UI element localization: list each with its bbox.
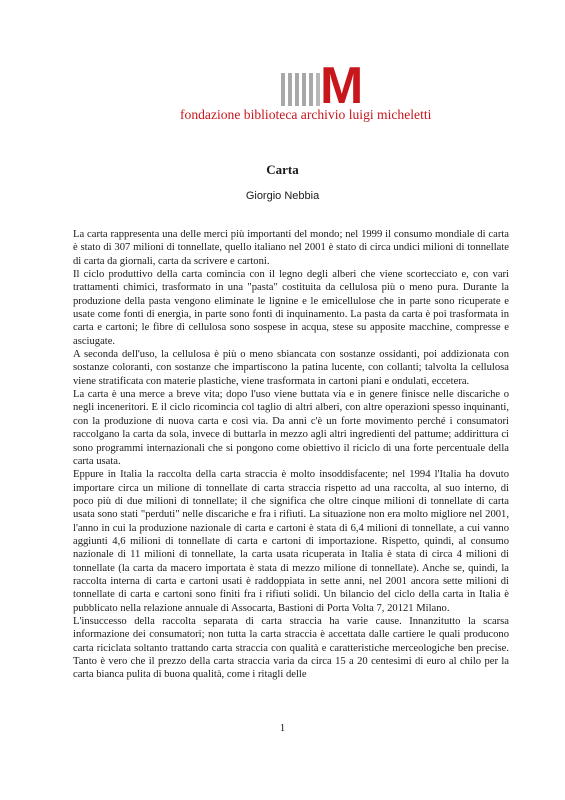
paragraph: La carta rappresenta una delle merci più importanti del mondo; nel 1999 il consumo mondiale di carta è stato di 307 milioni di tonnellate, quello italiano nel 2001 è stato di circa undici milioni di tonnellate di carta da giornali, carta da scrivere e cartoni.: [73, 229, 509, 267]
paragraph: La carta è una merce a breve vita; dopo l'uso viene buttata via e in genere finisce nelle discariche o negli inceneritori. E il ciclo ricomincia col taglio di altri alberi, con altre operazioni spesso inquinanti, con la produzione di nuova carta e così via. Da anni c'è un forte movimento perché i consumatori raccolgano la carta da sola, invece di buttarla in mezzo agli altri ingredienti del pattume; addirittura ci sono programmi internazionali che si pongono come obiettivo il riciclo di una forte percentuale della carta usata.: [73, 389, 509, 467]
paragraph: A seconda dell'uso, la cellulosa è più o meno sbiancata con sostanze ossidanti, poi addizionata con sostanze coloranti, con sostanze che impartiscono la patina lucente, con collanti; talvolta la cellulosa viene stratificata con materie plastiche, viene trasformata in cartoni piani e ondulati, eccetera.: [73, 349, 509, 387]
logo-letter: M: [320, 57, 362, 115]
paragraph: Eppure in Italia la raccolta della carta straccia è molto insoddisfacente; nel 1994 l'Italia ha dovuto importare circa un milione di tonnellate di carta straccia rispetto ad una raccolta, al suo interno, di poco più di due milioni di tonnellate; il che significa che oltre cinque milioni di tonnellate di carta usata sono stati "perduti" nelle discariche e fra i rifiuti. La situazione non era molto migliore nel 2001, l'anno in cui la produzione nazionale di carta e cartoni è stata di 6,4 milioni di tonnellate, a cui vanno aggiunti 4,6 milioni di tonnellate di carta e cartoni di importazione. Rispetto, quindi, al consumo nazionale di 11 milioni di tonnellate, la carta usata ricuperata in Italia è stata di circa 4 milioni di tonnellate (la carta da macero importata è stata di mezzo milione di tonnellate). Anche se, quindi, la raccolta interna di carta e cartoni usati è raddoppiata in sette anni, nel 2001 ancora sette milioni di tonnellate di carta e cartoni sono finiti fra i rifiuti solidi. Un bilancio del ciclo della carta in Italia è pubblicato nella relazione annuale di Assocarta, Bastioni di Porta Volta 7, 20121 Milano.: [73, 469, 509, 614]
page-number: 1: [279, 722, 286, 734]
logo-caption: fondazione biblioteca archivio luigi micheletti: [180, 107, 432, 122]
paragraph: Il ciclo produttivo della carta comincia con il legno degli alberi che viene scortecciato e, con vari trattamenti chimici, trasformato in una "pasta" costituita da cellulosa più o meno pura. Durante la produzione della pasta vengono eliminate le lignine e le emicellulose che in parte sono ricuperate e usate come fonti di energia, in parte sono fonti di inquinamento. La pasta da carta è poi trasformata in carta e cartoni; le fibre di cellulosa sono sospese in acqua, stese su apposite macchine, compresse e asciugate.: [73, 269, 509, 347]
document-title: Carta: [266, 162, 299, 177]
paragraph: L'insuccesso della raccolta separata di carta straccia ha varie cause. Innanzitutto la scarsa informazione dei consumatori; non tutta la carta straccia è accettata dalle cartiere le quali producono carta riciclata soltanto trattando carta straccia con qualità e caratteristiche merceologiche ben precise. Tanto è vero che il prezzo della carta straccia varia da circa 15 a 20 centesimi di euro al chilo per la carta bianca pulita di buona qualità, come i ritagli delle: [73, 615, 509, 681]
document-body: [73, 228, 509, 682]
document-author: Giorgio Nebbia: [245, 190, 320, 202]
fbamm-logo-icon: [281, 57, 391, 115]
